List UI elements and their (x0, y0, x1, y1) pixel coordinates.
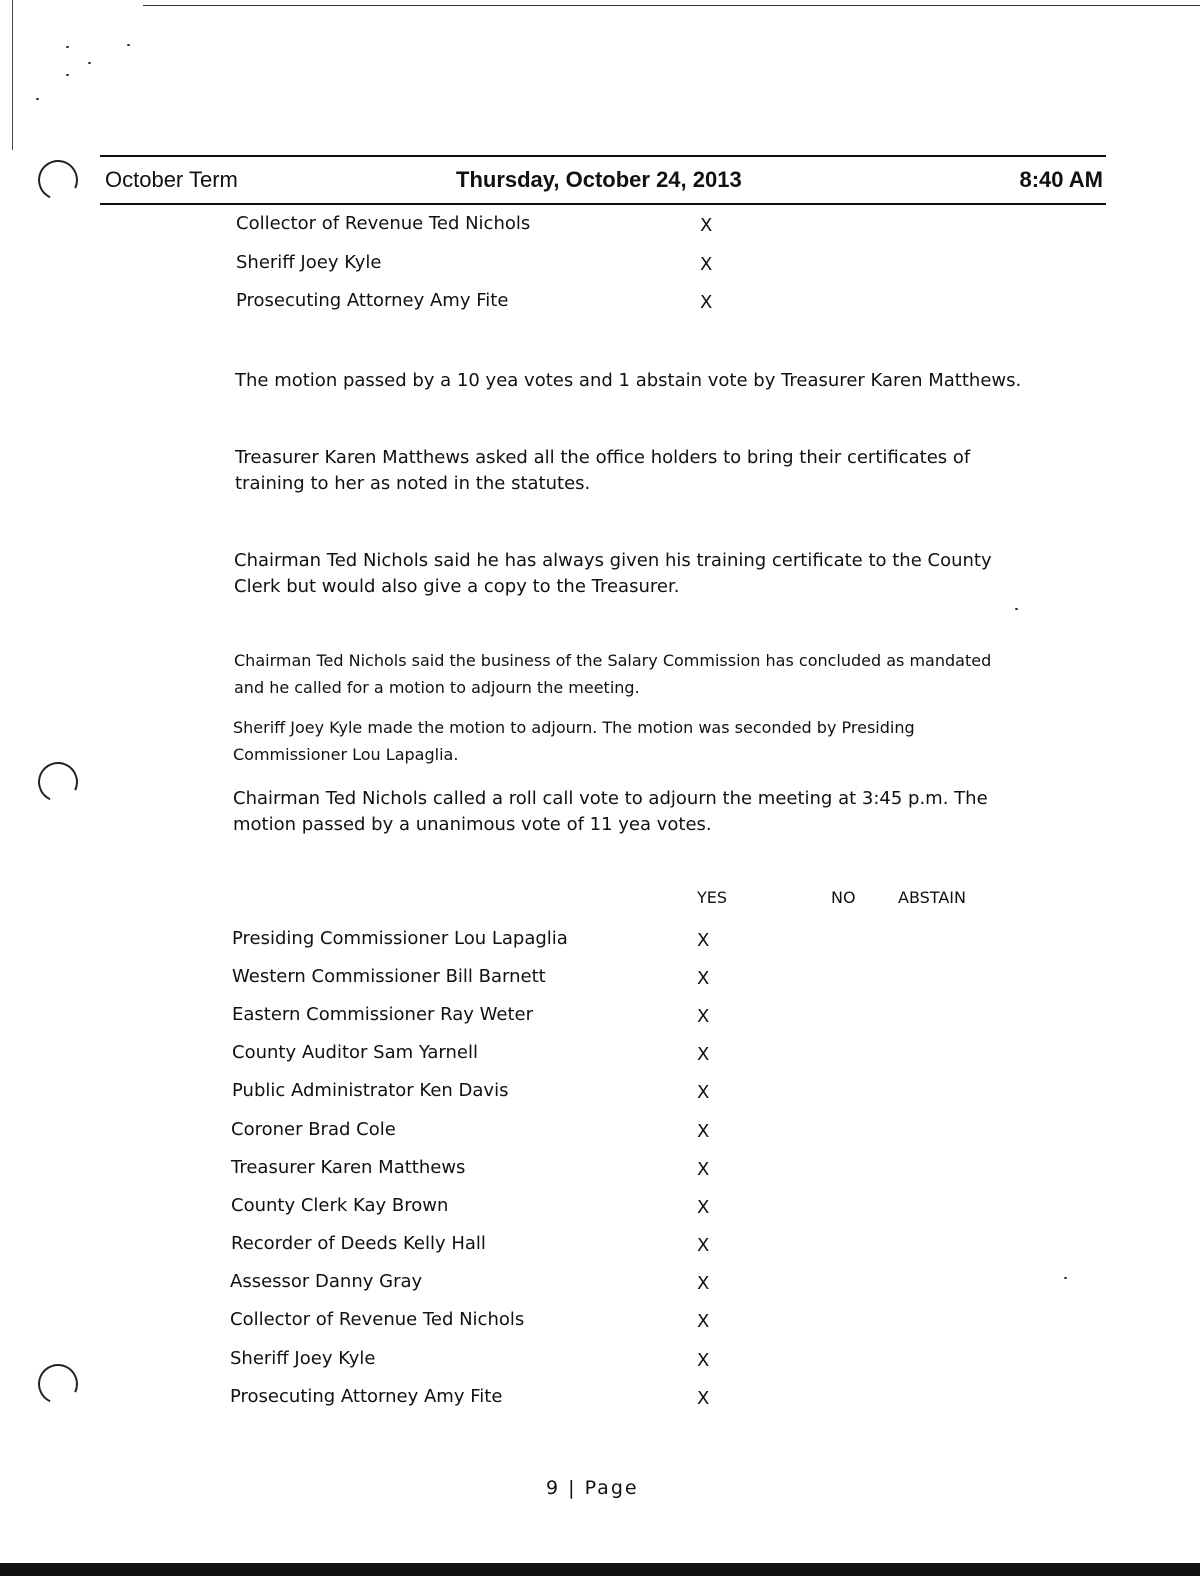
paragraph-chairman-certificate (234, 548, 992, 600)
paragraph-line: Sheriff Joey Kyle made the motion to adjourn. The motion was seconded by Presiding (233, 718, 915, 737)
table-row-name: Coroner Brad Cole (231, 1119, 396, 1140)
paragraph-motion-result (235, 368, 1021, 394)
table-row-name: Public Administrator Ken Davis (232, 1080, 509, 1101)
punch-hole-mark (32, 154, 83, 205)
paragraph-line: Chairman Ted Nichols said he has always given his training certificate to the County (234, 550, 992, 571)
table-row-name: Sheriff Joey Kyle (230, 1348, 376, 1369)
table-row-yes-mark: X (697, 1273, 710, 1294)
page-header (100, 155, 1106, 205)
table-row-name: County Clerk Kay Brown (231, 1195, 449, 1216)
top-border-line (143, 5, 1200, 6)
paragraph-certificates-request (235, 445, 970, 497)
table-row-yes-mark: X (697, 1235, 710, 1256)
table-row-name: Western Commissioner Bill Barnett (232, 966, 546, 987)
scan-speck (88, 62, 91, 64)
page-footer (546, 1477, 639, 1499)
vote-row-name: Sheriff Joey Kyle (236, 252, 382, 273)
bottom-scan-bar (0, 1563, 1200, 1576)
header-time: 8:40 AM (1019, 167, 1103, 192)
vote-yes-mark: X (700, 254, 713, 275)
scan-speck (36, 98, 39, 100)
paragraph-line: The motion passed by a 10 yea votes and 1 abstain vote by Treasurer Karen Matthews. (235, 370, 1022, 391)
table-row-yes-mark: X (697, 1121, 710, 1142)
punch-hole-mark (32, 756, 83, 807)
scan-speck (66, 46, 69, 48)
paragraph-adjourn-motion (233, 714, 915, 768)
vote-row-name: Collector of Revenue Ted Nichols (236, 213, 531, 234)
paragraph-line: Clerk but would also give a copy to the Treasurer. (234, 576, 680, 597)
table-row-name: Recorder of Deeds Kelly Hall (231, 1233, 486, 1254)
paragraph-line: motion passed by a unanimous vote of 11 yea votes. (233, 814, 712, 835)
column-header-no: NO (831, 888, 856, 907)
paragraph-line: Treasurer Karen Matthews asked all the office holders to bring their certificates of (235, 447, 971, 468)
table-row-name: Assessor Danny Gray (230, 1271, 423, 1292)
vote-row-name: Prosecuting Attorney Amy Fite (236, 290, 509, 311)
paragraph-line: Chairman Ted Nichols said the business of the Salary Commission has concluded as mandated (234, 651, 992, 670)
scan-speck (1064, 1277, 1067, 1279)
vote-yes-mark: X (700, 215, 713, 236)
paragraph-roll-call (233, 786, 988, 838)
table-row-yes-mark: X (697, 1159, 710, 1180)
paragraph-line: Chairman Ted Nichols called a roll call vote to adjourn the meeting at 3:45 p.m. The (233, 788, 988, 809)
table-row-yes-mark: X (697, 1350, 710, 1371)
column-header-yes: YES (697, 888, 728, 907)
column-header-abstain: ABSTAIN (898, 888, 966, 907)
table-row-yes-mark: X (697, 1006, 710, 1027)
page-label: | Page (568, 1477, 639, 1499)
table-row-yes-mark: X (697, 1311, 710, 1332)
table-row-name: Treasurer Karen Matthews (231, 1157, 466, 1178)
table-row-name: Presiding Commissioner Lou Lapaglia (232, 928, 568, 949)
table-row-name: County Auditor Sam Yarnell (232, 1042, 478, 1063)
table-row-yes-mark: X (697, 1082, 710, 1103)
table-row-name: Prosecuting Attorney Amy Fite (230, 1386, 503, 1407)
punch-hole-mark (32, 1358, 83, 1409)
table-row-name: Collector of Revenue Ted Nichols (230, 1309, 525, 1330)
table-row-yes-mark: X (697, 1044, 710, 1065)
table-row-name: Eastern Commissioner Ray Weter (232, 1004, 534, 1025)
paragraph-line: Commissioner Lou Lapaglia. (233, 745, 459, 764)
page-number: 9 (546, 1477, 561, 1499)
vote-yes-mark: X (700, 292, 713, 313)
table-row-yes-mark: X (697, 968, 710, 989)
header-term: October Term (105, 167, 238, 192)
scan-speck (66, 74, 69, 76)
header-date: Thursday, October 24, 2013 (456, 167, 742, 192)
scan-speck (127, 44, 130, 46)
paragraph-line: and he called for a motion to adjourn the meeting. (234, 678, 640, 697)
paragraph-line: training to her as noted in the statutes. (235, 473, 591, 494)
table-row-yes-mark: X (697, 1388, 710, 1409)
table-row-yes-mark: X (697, 1197, 710, 1218)
paragraph-business-concluded (234, 647, 991, 701)
scan-speck (1015, 608, 1018, 610)
table-row-yes-mark: X (697, 930, 710, 951)
left-edge-line (12, 0, 13, 150)
